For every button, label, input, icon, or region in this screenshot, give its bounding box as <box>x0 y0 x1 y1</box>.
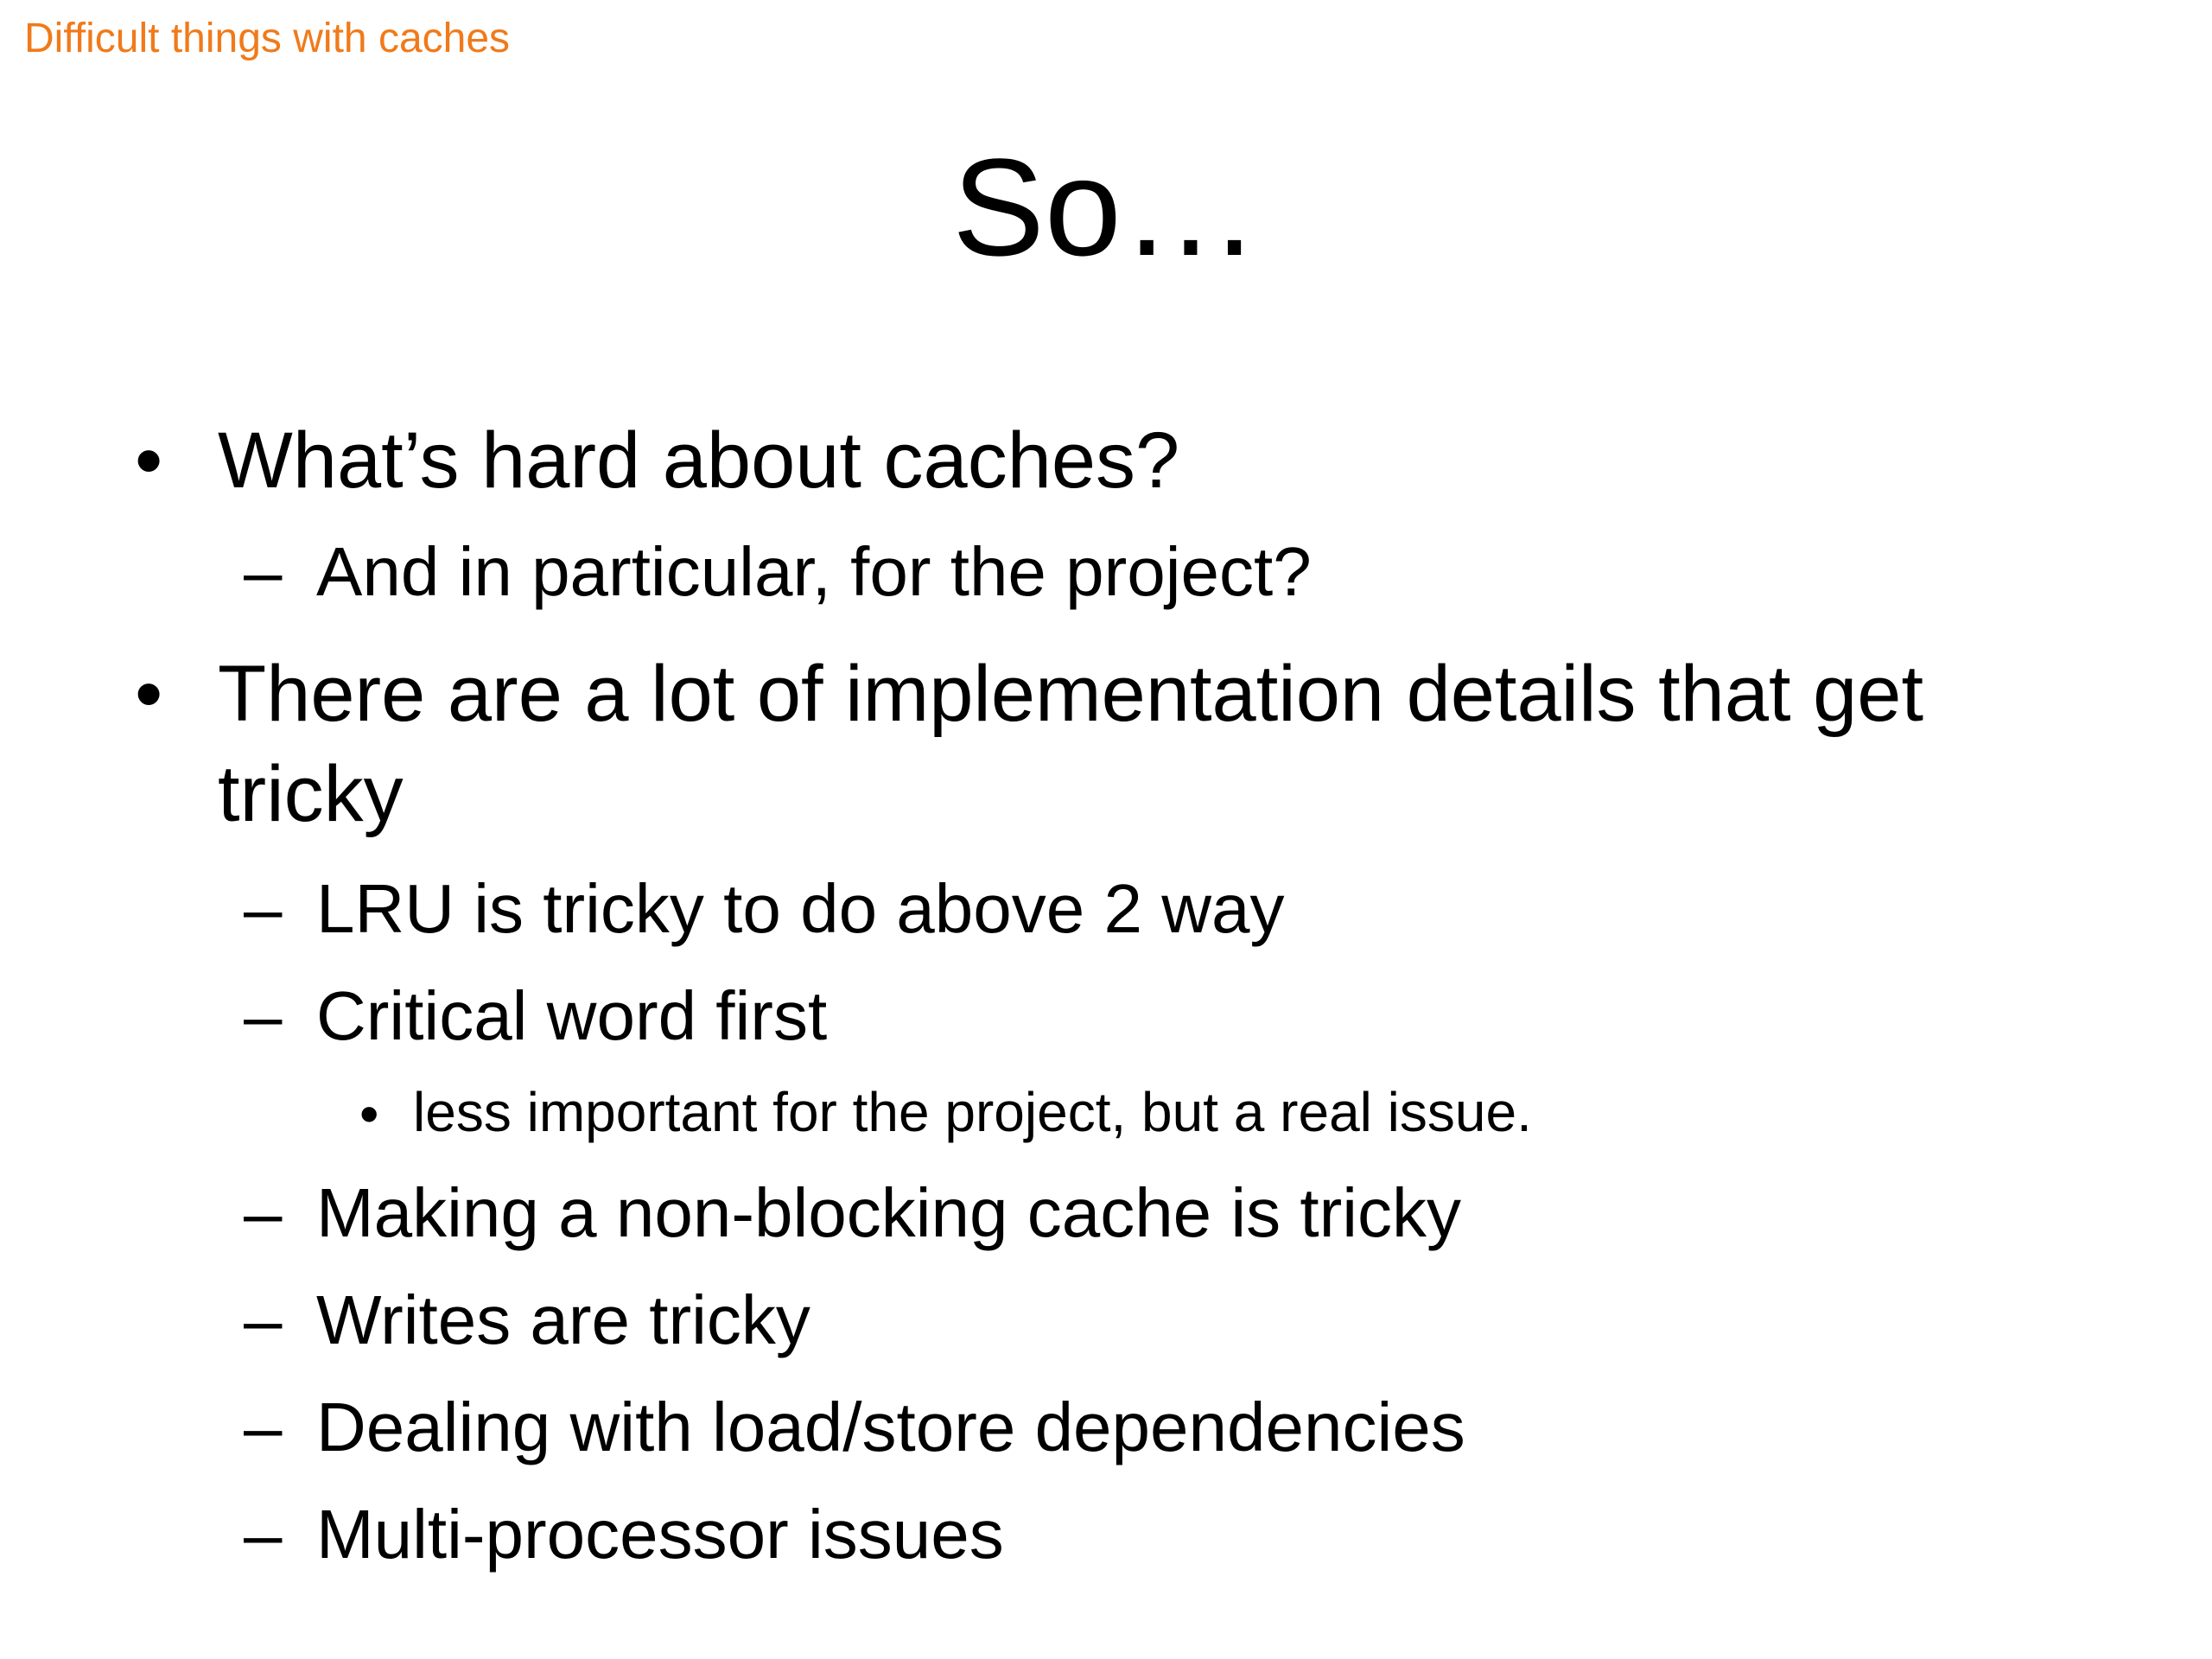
bullet-text: There are a lot of implementation details that get <box>218 650 1924 738</box>
dash-marker: – <box>244 1389 283 1465</box>
bullet-text-continuation: tricky <box>218 750 404 838</box>
dash-marker: – <box>244 1281 283 1358</box>
dash-marker: – <box>244 1496 283 1573</box>
sub-bullet-text: Making a non-blocking cache is tricky <box>316 1174 1462 1251</box>
bullet-marker: • <box>135 416 163 505</box>
sub-bullet-text: Critical word first <box>316 977 828 1054</box>
slide-title: So… <box>952 130 1260 284</box>
sub-sub-bullet-text: less important for the project, but a real issue. <box>413 1081 1532 1143</box>
small-bullet-marker: • <box>359 1083 379 1145</box>
sub-bullet-text: LRU is tricky to do above 2 way <box>316 870 1285 947</box>
dash-marker: – <box>244 533 283 610</box>
dash-marker: – <box>244 1174 283 1251</box>
sub-bullet-text: Writes are tricky <box>316 1281 810 1358</box>
sub-bullet-text: Multi-processor issues <box>316 1496 1004 1573</box>
slide-header-label: Difficult things with caches <box>24 16 511 61</box>
bullet-marker: • <box>135 650 163 738</box>
bullet-text: What’s hard about caches? <box>218 416 1180 505</box>
dash-marker: – <box>244 977 283 1054</box>
sub-bullet-text: And in particular, for the project? <box>316 533 1312 610</box>
dash-marker: – <box>244 870 283 947</box>
sub-bullet-text: Dealing with load/store dependencies <box>316 1389 1465 1465</box>
